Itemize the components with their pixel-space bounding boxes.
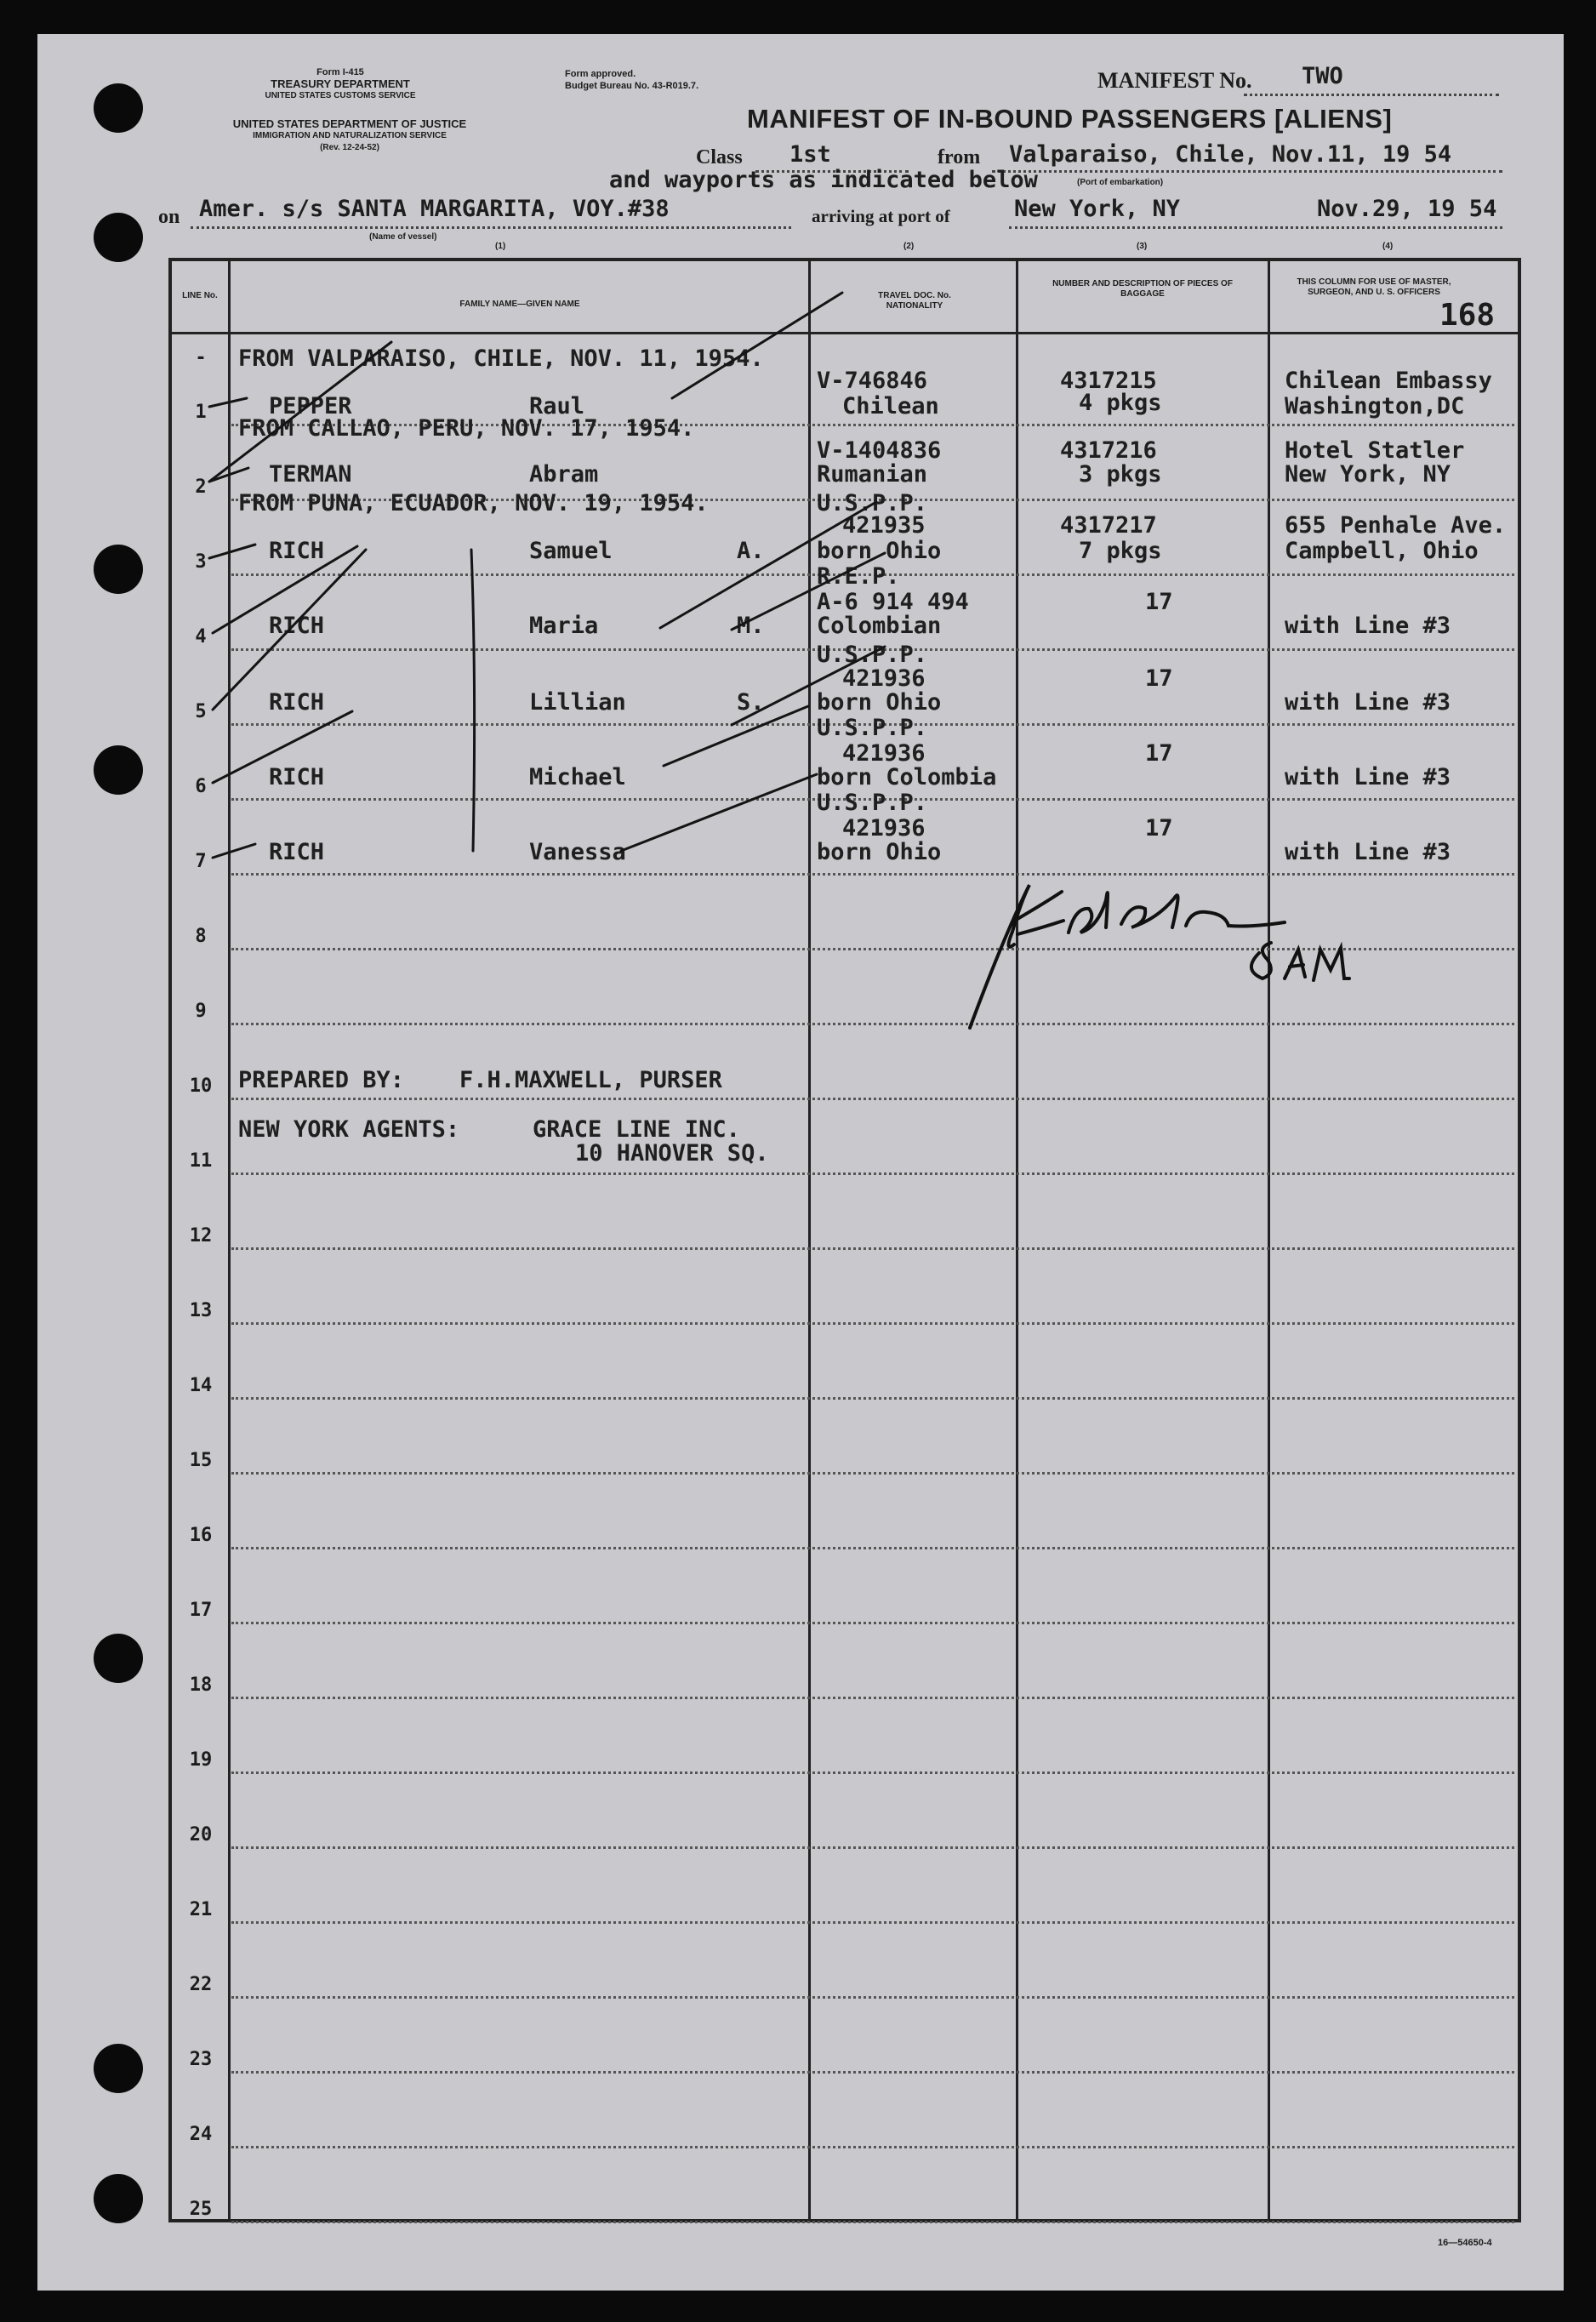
row-2-bag-2: 3 pkgs <box>1079 461 1162 488</box>
line-number: 19 <box>189 1749 213 1771</box>
line-number: 5 <box>195 701 207 722</box>
row-2-doc-2: Rumanian <box>817 461 928 488</box>
justice-dept: UNITED STATES DEPARTMENT OF JUSTICE <box>232 117 467 130</box>
page-number: 168 <box>1439 298 1496 333</box>
line-number: 15 <box>189 1450 213 1471</box>
row-4-given: Maria <box>529 613 599 639</box>
tick-mark <box>732 553 885 630</box>
line-number: 4 <box>195 626 207 648</box>
row-1-officer-1: Chilean Embassy <box>1285 368 1492 394</box>
prepared-by-label: PREPARED BY: <box>238 1067 405 1093</box>
row-3-given: Samuel <box>529 538 613 564</box>
tick-mark <box>471 550 475 851</box>
line-number: 3 <box>195 551 207 573</box>
col-header-baggage: NUMBER AND DESCRIPTION OF PIECES OF BAGGAGE <box>1052 279 1233 299</box>
row-6-officer-1: with Line #3 <box>1285 764 1451 790</box>
row-5-family: RICH <box>269 689 325 716</box>
embarkation-caption: (Port of embarkation) <box>1077 178 1164 187</box>
row-3-doc-2: 421935 <box>842 512 926 539</box>
row-1-doc-1: V-746846 <box>817 368 928 394</box>
row-2-family: TERMAN <box>269 461 352 488</box>
treasury-dept: TREASURY DEPARTMENT <box>271 77 410 90</box>
col-ref-2: (2) <box>903 242 915 251</box>
line-number: 14 <box>189 1375 213 1396</box>
row-4-officer-1: with Line #3 <box>1285 613 1451 639</box>
tick-mark <box>213 550 366 710</box>
line-number: 11 <box>189 1150 213 1172</box>
row-7-bag-1: 17 <box>1145 815 1173 842</box>
manifest-no-value: TWO <box>1302 63 1343 89</box>
row-1-given: Raul <box>529 393 585 419</box>
line-number: 10 <box>189 1075 213 1097</box>
vessel-caption: (Name of vessel) <box>369 232 437 242</box>
arrival-date: Nov.29, 19 54 <box>1317 196 1497 222</box>
row-3-officer-2: Campbell, Ohio <box>1285 538 1479 564</box>
row-5-officer-1: with Line #3 <box>1285 689 1451 716</box>
footer-code: 16—54650-4 <box>1438 2238 1492 2248</box>
line-number: 12 <box>189 1225 213 1247</box>
row-2-officer-1: Hotel Statler <box>1285 437 1465 464</box>
row-7-given: Vanessa <box>529 839 626 865</box>
tick-mark <box>209 468 248 482</box>
row-7-doc-2: 421936 <box>842 815 926 842</box>
line-number: 16 <box>189 1525 213 1546</box>
line-number: 21 <box>189 1899 213 1920</box>
budget-bureau: Budget Bureau No. 43-R019.7. <box>565 81 699 91</box>
section-header-puna: FROM PUNA, ECUADOR, NOV. 19, 1954. <box>238 490 709 516</box>
row-6-family: RICH <box>269 764 325 790</box>
agents-label: NEW YORK AGENTS: <box>238 1116 460 1143</box>
row-6-doc-3: born Colombia <box>817 764 997 790</box>
row-5-doc-2: 421936 <box>842 665 926 692</box>
class-label: Class <box>696 146 743 168</box>
line-number: 7 <box>195 851 207 872</box>
from-value: Valparaiso, Chile, Nov.11, 19 54 <box>1009 141 1452 168</box>
row-5-given: Lillian <box>529 689 626 716</box>
line-number: 8 <box>195 926 207 947</box>
line-number: 1 <box>195 402 207 423</box>
line-number: 23 <box>189 2049 213 2070</box>
col-ref-3: (3) <box>1137 242 1148 251</box>
row-2-officer-2: New York, NY <box>1285 461 1451 488</box>
row-6-bag-1: 17 <box>1145 740 1173 767</box>
line-number: 2 <box>195 476 207 498</box>
tick-mark <box>213 844 255 858</box>
row-2-bag-1: 4317216 <box>1060 437 1157 464</box>
row-7-family: RICH <box>269 839 325 865</box>
ins-service: IMMIGRATION AND NATURALIZATION SERVICE <box>253 131 447 140</box>
line-number: 20 <box>189 1824 213 1846</box>
row-4-family: RICH <box>269 613 325 639</box>
row-5-doc-1: U.S.P.P. <box>817 642 928 668</box>
row-3-bag-2: 7 pkgs <box>1079 538 1162 564</box>
tick-mark <box>664 706 808 766</box>
col-header-officers: THIS COLUMN FOR USE OF MASTER, SURGEON, AND U. S. OFFICERS <box>1297 277 1451 297</box>
class-value: 1st <box>789 141 831 168</box>
tick-mark <box>672 293 842 398</box>
row-1-doc-2: Chilean <box>842 393 939 419</box>
form-revision: (Rev. 12-24-52) <box>320 143 379 152</box>
line-number: 13 <box>189 1300 213 1321</box>
col-header-line-no: LINE No. <box>182 291 218 300</box>
row-7-officer-1: with Line #3 <box>1285 839 1451 865</box>
prepared-by-value: F.H.MAXWELL, PURSER <box>459 1067 722 1093</box>
line-number: 9 <box>195 1001 207 1022</box>
manifest-no-label: MANIFEST No. <box>1097 68 1252 93</box>
vessel-value: Amer. s/s SANTA MARGARITA, VOY.#38 <box>199 196 670 222</box>
line-number: 18 <box>189 1674 213 1696</box>
row-3-family: RICH <box>269 538 325 564</box>
row-1-bag-2: 4 pkgs <box>1079 390 1162 416</box>
col-header-name: FAMILY NAME—GIVEN NAME <box>459 300 580 309</box>
row-7-doc-1: U.S.P.P. <box>817 790 928 816</box>
agents-line-1: GRACE LINE INC. <box>533 1116 740 1143</box>
row-3-officer-1: 655 Penhale Ave. <box>1285 512 1507 539</box>
tick-mark <box>213 711 352 783</box>
arriving-label: arriving at port of <box>812 206 950 226</box>
section-header-valparaiso: FROM VALPARAISO, CHILE, NOV. 11, 1954. <box>238 345 764 372</box>
agents-line-2: 10 HANOVER SQ. <box>575 1140 769 1167</box>
row-1-officer-2: Washington,DC <box>1285 393 1465 419</box>
row-4-initial: M. <box>737 613 765 639</box>
row-6-given: Michael <box>529 764 626 790</box>
row-6-doc-1: U.S.P.P. <box>817 715 928 741</box>
line-number: 25 <box>189 2199 213 2220</box>
section-header-callao: FROM CALLAO, PERU, NOV. 17, 1954. <box>238 415 695 442</box>
manifest-title: MANIFEST OF IN-BOUND PASSENGERS [ALIENS] <box>747 104 1393 134</box>
row-1-family: PEPPER <box>269 393 352 419</box>
row-4-doc-3: Colombian <box>817 613 942 639</box>
tick-mark <box>209 398 247 407</box>
row-3-initial: A. <box>737 538 765 564</box>
row-2-given: Abram <box>529 461 599 488</box>
row-3-doc-3: born Ohio <box>817 538 942 564</box>
arriving-value: New York, NY <box>1014 196 1181 222</box>
col-ref-1: (1) <box>495 242 506 251</box>
form-approved: Form approved. <box>565 69 636 79</box>
from-label: from <box>938 146 981 168</box>
tick-mark <box>660 502 876 628</box>
line-number: 24 <box>189 2124 213 2145</box>
row-3-doc-1: U.S.P.P. <box>817 490 928 516</box>
on-label: on <box>158 206 180 228</box>
row-5-initial: S. <box>737 689 765 716</box>
row-4-doc-1: R.E.P. <box>817 563 900 590</box>
signature-drawing <box>970 885 1349 1028</box>
row-2-doc-1: V-1404836 <box>817 437 942 464</box>
tick-mark <box>621 774 817 851</box>
tick-mark <box>213 546 357 633</box>
col-header-travel-doc: TRAVEL DOC. No. NATIONALITY <box>878 291 951 311</box>
tick-mark <box>732 647 885 725</box>
line-number: 6 <box>195 776 207 797</box>
col-ref-4: (4) <box>1382 242 1394 251</box>
row-dash: - <box>195 347 207 368</box>
row-7-doc-3: born Ohio <box>817 839 942 865</box>
row-1-bag-1: 4317215 <box>1060 368 1157 394</box>
wayports-text: and wayports as indicated below <box>609 167 1038 193</box>
tick-mark <box>209 342 391 482</box>
line-number: 22 <box>189 1974 213 1995</box>
row-3-bag-1: 4317217 <box>1060 512 1157 539</box>
row-4-doc-2: A-6 914 494 <box>817 589 969 615</box>
row-4-bag-1: 17 <box>1145 589 1173 615</box>
line-number: 17 <box>189 1600 213 1621</box>
row-6-doc-2: 421936 <box>842 740 926 767</box>
tick-mark <box>209 545 255 558</box>
form-number: Form I-415 <box>316 67 364 77</box>
customs-service: UNITED STATES CUSTOMS SERVICE <box>265 91 416 100</box>
row-5-doc-3: born Ohio <box>817 689 942 716</box>
row-5-bag-1: 17 <box>1145 665 1173 692</box>
